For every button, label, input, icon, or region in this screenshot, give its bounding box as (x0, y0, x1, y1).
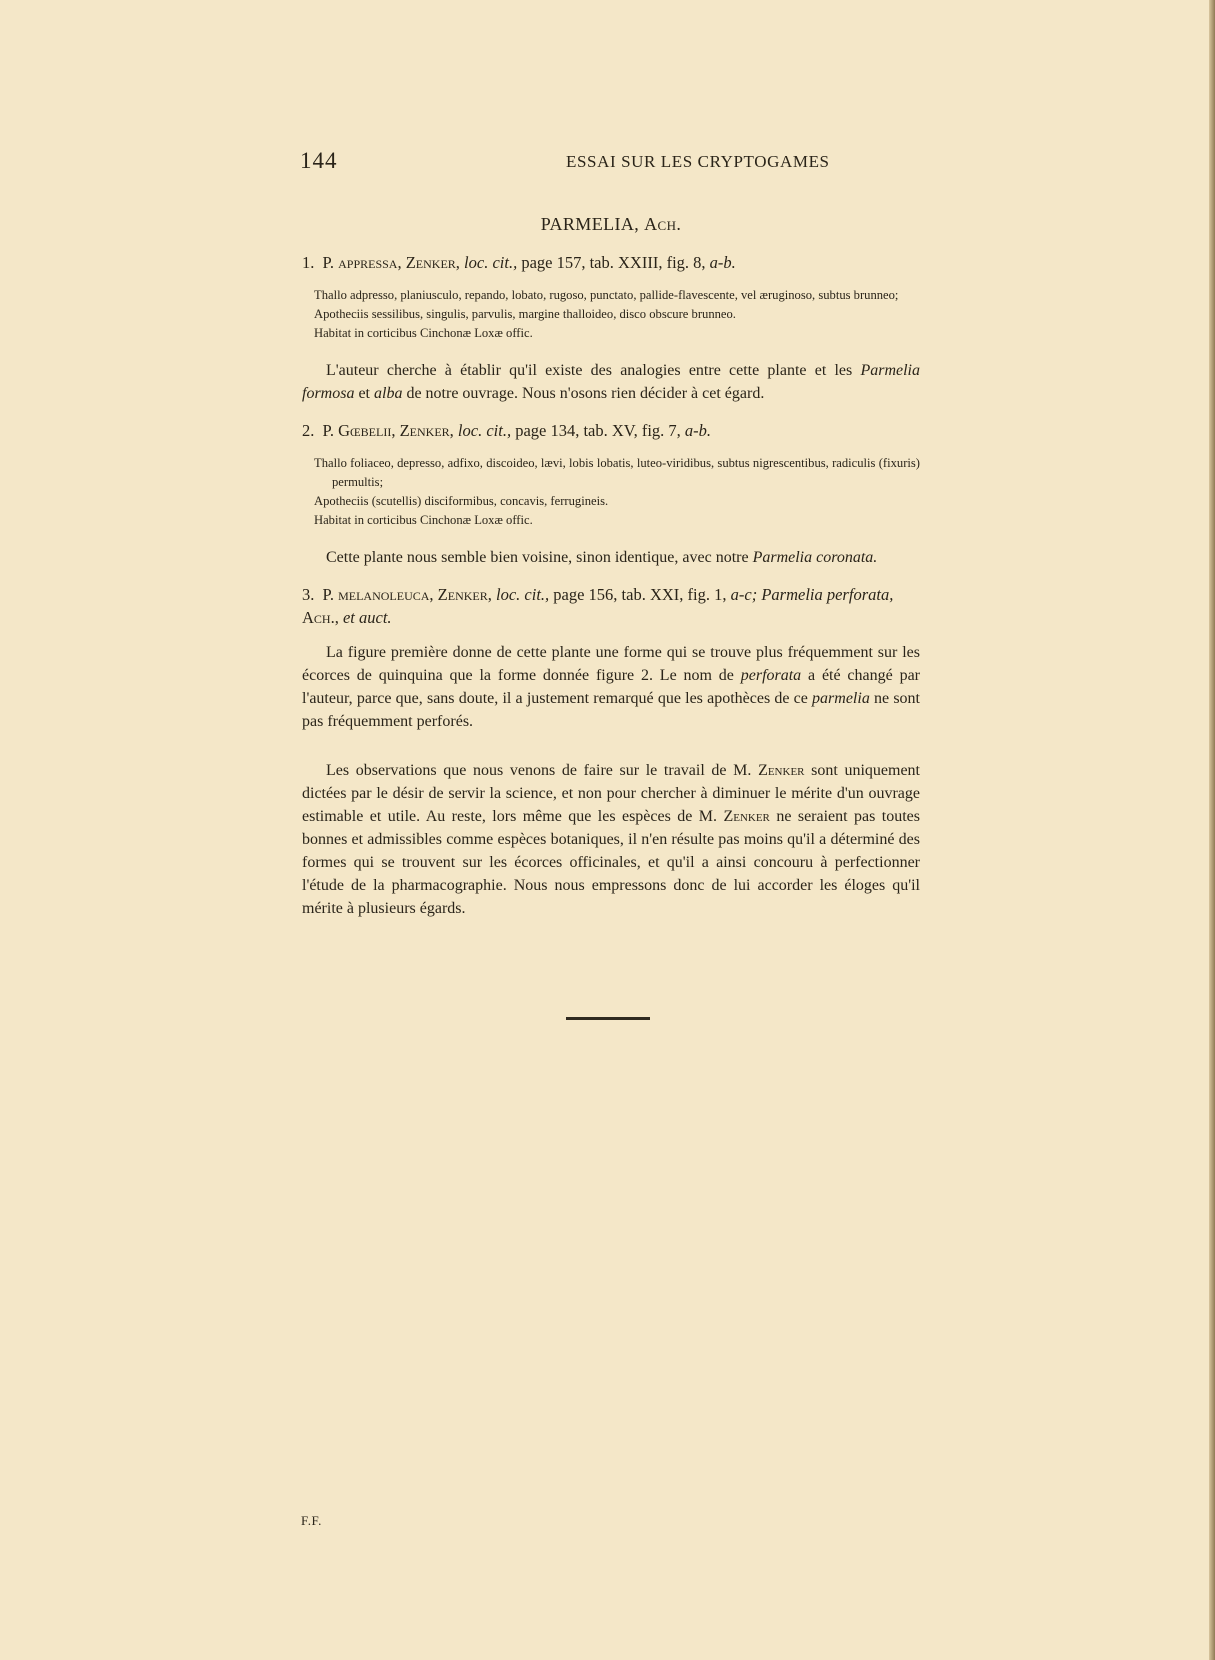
remark-2 (302, 546, 920, 569)
conclusion-text: sont uniquement dictées par le désir de servir la science, et non pour chercher à diminuer le mérite d'un ouvrage estimable et utile. Au reste, lors même que les espèces de M. (302, 762, 920, 825)
synonym-author: Ach., (302, 608, 339, 627)
running-title: ESSAI SUR LES CRYPTOGAMES (566, 152, 830, 171)
remark-italic: Parmelia formosa (302, 362, 920, 402)
author-name: Zenker (758, 762, 805, 779)
remark-italic: perforata (740, 667, 802, 684)
remark-italic: parmelia (812, 690, 870, 707)
conclusion-text: ne seraient pas toutes bonnes et admissibles comme espèces botaniques, il n'en résulte pas moins qu'il a déterminé des formes qui se trouvent sur les écorces officinales, et qu'il a ainsi concouru à perfectionner l'étude de la pharmacographie. Nous nous empressons donc de lui accorder les éloges qu'il mérite à plusieurs égards. (302, 808, 920, 917)
citation-details: page 134, tab. XV, fig. 7, (515, 421, 681, 440)
species-name: P. appressa, (322, 253, 402, 272)
genus-heading (302, 214, 920, 235)
citation-ref: loc. cit., (496, 585, 550, 604)
remark-italic: Parmelia coronata. (752, 549, 878, 566)
genus-author: Ach. (644, 214, 682, 234)
remark-1 (302, 359, 920, 405)
latin-line: Thallo foliaceo, depresso, adfixo, discoideo, lævi, lobis lobatis, luteo-viridibus, subtus nigrescentibus, radiculis (fixuris) permultis; (314, 456, 920, 489)
page-header (300, 148, 920, 178)
remark-text: La figure première donne de cette plante une forme qui se trouve plus fréquemment sur les écorces de quinquina que la forme donnée figure 2. Le nom de (302, 644, 920, 684)
remark-text: de notre ouvrage. Nous n'osons rien décider à cet égard. (402, 385, 765, 402)
citation-tail: et auct. (342, 608, 392, 627)
citation-author: Zenker, (399, 421, 454, 440)
species-name: P. Gœbelii, (322, 421, 396, 440)
citation-ref: loc. cit., (464, 253, 518, 272)
latin-line: Thallo adpresso, planiusculo, repando, lobato, rugoso, punctato, pallide-flavescente, vel æruginoso, subtus brunneo; (314, 288, 899, 302)
page-edge (1209, 0, 1215, 1660)
entry-number: 1. (302, 253, 315, 272)
species-entry-2 (302, 419, 920, 442)
entry-number: 2. (302, 421, 315, 440)
remark-text: et (354, 385, 374, 402)
genus-name: PARMELIA, (540, 214, 640, 234)
figure-letters: a-b. (684, 421, 712, 440)
latin-description-2 (314, 454, 920, 530)
citation-ref: loc. cit., (457, 421, 512, 440)
remark-italic: alba (374, 385, 403, 402)
figure-letters: a-c; (730, 585, 758, 604)
synonym: Parmelia perforata, (761, 585, 894, 604)
remark-3 (302, 641, 920, 733)
citation-details: page 157, tab. XXIII, fig. 8, (521, 253, 706, 272)
citation-author: Zenker, (437, 585, 492, 604)
section-end-rule (566, 1017, 650, 1020)
signature: F.F. (301, 1513, 322, 1528)
latin-line: Apotheciis sessilibus, singulis, parvulis, margine thalloideo, disco obscure brunneo. (314, 307, 736, 321)
citation-author: Zenker, (405, 253, 460, 272)
latin-line: Habitat in corticibus Cinchonæ Loxæ offic. (314, 326, 533, 340)
author-name: Zenker (723, 808, 770, 825)
species-name: P. melanoleuca, (322, 585, 434, 604)
conclusion-text: Les observations que nous venons de faire sur le travail de M. (326, 762, 759, 779)
figure-letters: a-b. (709, 253, 736, 272)
remark-text: a été changé par l'auteur, parce que, sans doute, il a justement remarqué que les apothèces de ce (302, 667, 921, 707)
entry-number: 3. (302, 585, 315, 604)
remark-text: Cette plante nous semble bien voisine, sinon identique, avec notre (326, 549, 753, 566)
citation-details: page 156, tab. XXI, fig. 1, (553, 585, 727, 604)
latin-description-1 (314, 286, 920, 343)
latin-line: Habitat in corticibus Cinchonæ Loxæ offic. (314, 513, 533, 527)
remark-text: L'auteur cherche à établir qu'il existe des analogies entre cette plante et les (326, 362, 861, 379)
page-body (302, 214, 920, 934)
page-number: 144 (300, 148, 338, 173)
latin-line: Apotheciis (scutellis) disciformibus, concavis, ferrugineis. (314, 494, 609, 508)
species-entry-1 (302, 251, 920, 274)
conclusion-paragraph (302, 759, 920, 920)
species-entry-3 (302, 583, 920, 629)
remark-text: ne sont pas fréquemment perforés. (302, 690, 920, 730)
